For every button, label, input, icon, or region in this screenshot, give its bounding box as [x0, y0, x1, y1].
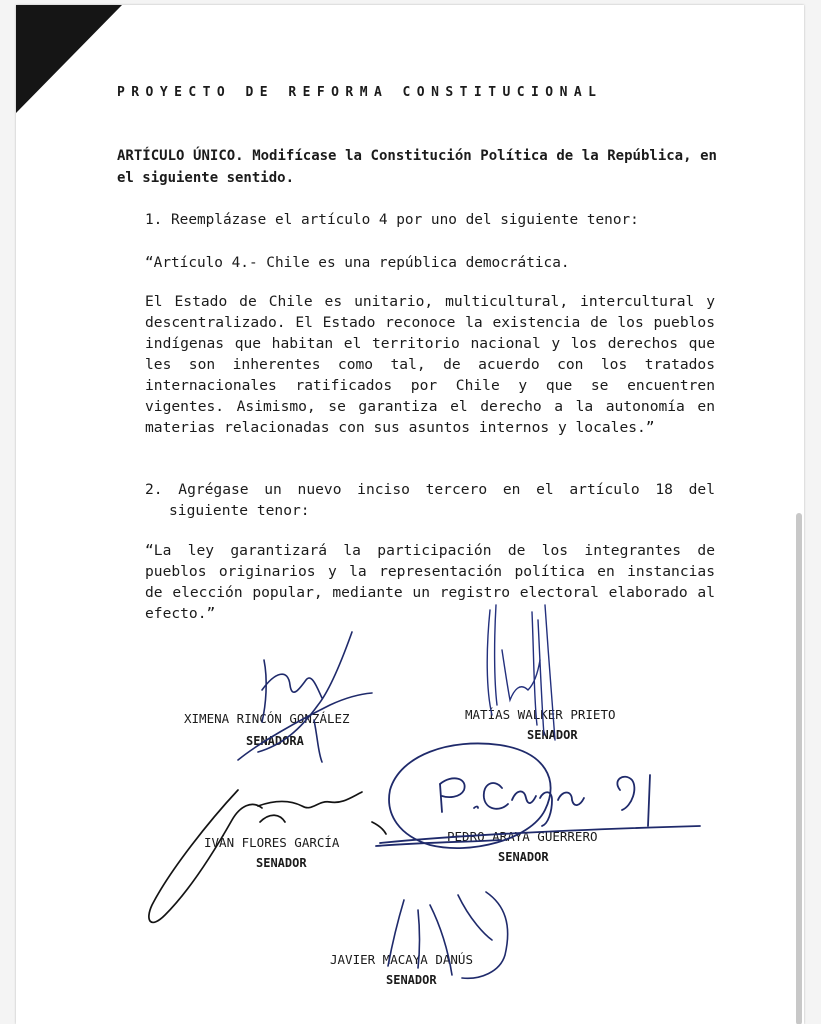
- article-intro: ARTÍCULO ÚNICO. Modifícase la Constitución Política de la República, en el siguiente sentido.: [117, 148, 717, 186]
- signature-rincon: [238, 632, 372, 762]
- signatory-name-rincon: XIMENA RINCÓN GONZÁLEZ: [184, 711, 350, 726]
- signature-macaya: [388, 892, 508, 978]
- signature-flores: [149, 790, 386, 922]
- signatory-name-walker: MATÍAS WALKER PRIETO: [465, 707, 616, 722]
- signatory-name-araya: PEDRO ARAYA GUERRERO: [447, 829, 598, 844]
- document-heading: PROYECTO DE REFORMA CONSTITUCIONAL: [117, 85, 603, 100]
- ley-paragraph: “La ley garantizará la participación de los integrantes de pueblos originarios y la representación política en instancias de elección popular, mediante un registro electoral elaborado al efecto.”: [145, 542, 715, 622]
- signatory-name-macaya: JAVIER MACAYA DANÚS: [330, 952, 473, 967]
- signatory-title-araya: SENADOR: [498, 850, 549, 864]
- signature-walker: [487, 605, 555, 740]
- signatory-title-flores: SENADOR: [256, 856, 307, 870]
- item-2: 2. Agrégase un nuevo inciso tercero en el artículo 18 del siguiente tenor:: [145, 481, 715, 519]
- item-1: 1. Reemplázase el artículo 4 por uno del siguiente tenor:: [145, 212, 639, 228]
- article-4-quote: “Artículo 4.- Chile es una república democrática.: [145, 255, 570, 271]
- signatory-title-walker: SENADOR: [527, 728, 578, 742]
- signatory-title-rincon: SENADORA: [246, 734, 304, 748]
- estado-paragraph: El Estado de Chile es unitario, multicultural, intercultural y descentralizado. El Estado reconoce la existencia de los pueblos indígenas que habitan el territorio nacional y los derechos que les son inherentes como tal, de acuerdo con los tratados internacionales ratificados por Chile y que se encuentren vigentes. Asimismo, se garantiza el derecho a la autonomía en materias relacionadas con sus asuntos internos y locales.”: [145, 293, 715, 436]
- signatory-title-macaya: SENADOR: [386, 973, 437, 987]
- signatory-name-flores: IVÁN FLORES GARCÍA: [204, 835, 340, 850]
- signature-araya: [376, 743, 700, 848]
